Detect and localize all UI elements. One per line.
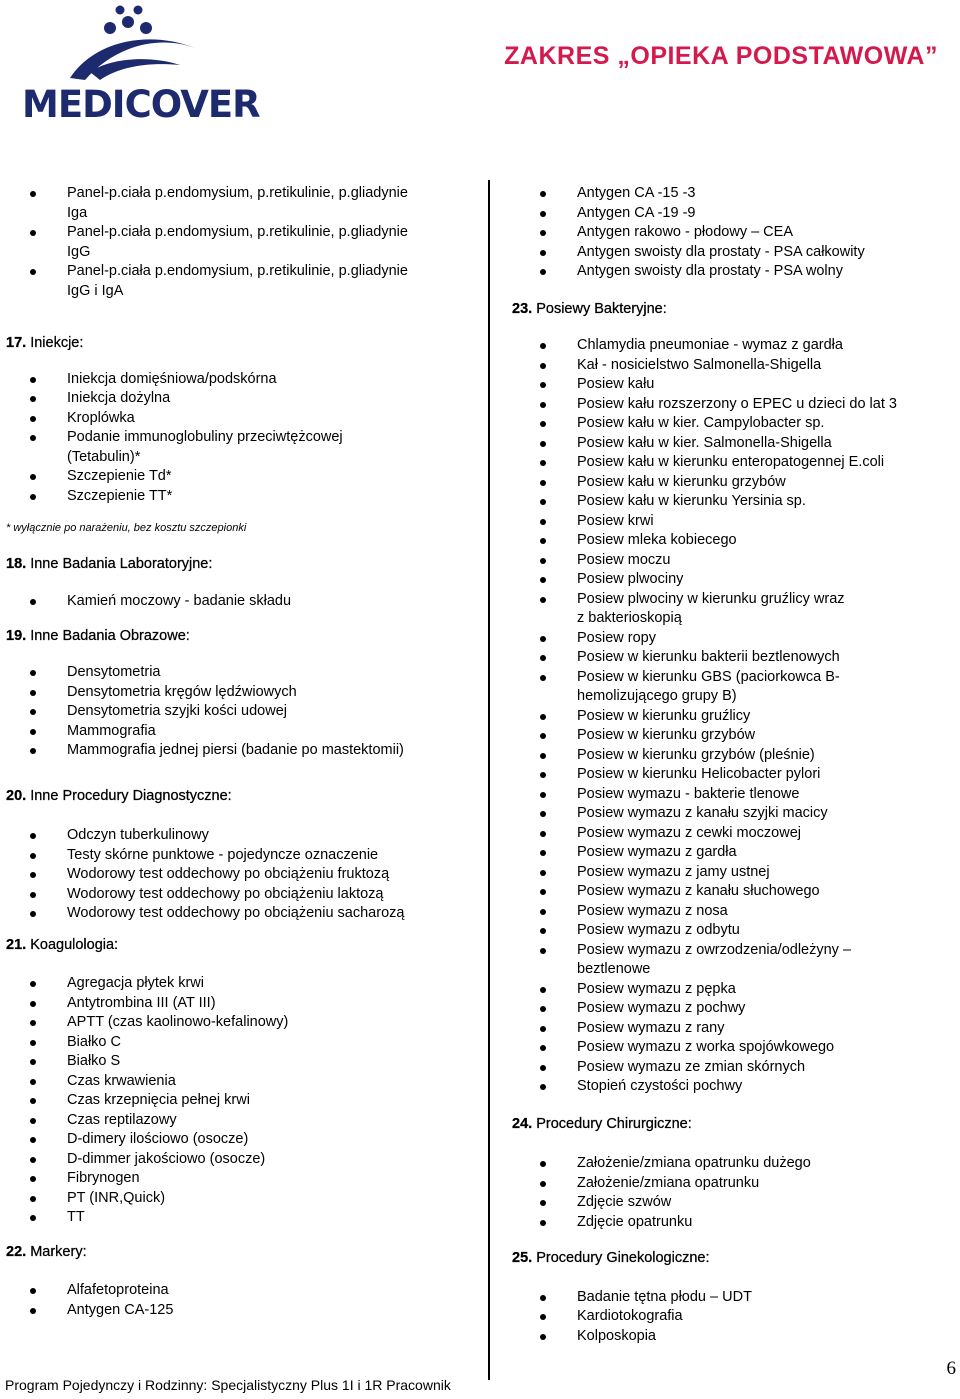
list-item: Kał - nosicielstwo Salmonella-Shigella	[510, 356, 950, 376]
bullet-icon	[540, 753, 546, 759]
right-column	[510, 184, 950, 1346]
list-item: Posiew kału w kierunku enteropatogennej E.coli	[510, 453, 950, 473]
list-item: Alfafetoproteina	[0, 1281, 470, 1301]
list-item: Mammografia jednej piersi (badanie po mastektomii)	[0, 741, 470, 761]
bullet-icon	[540, 191, 546, 197]
list-item: Fibrynogen	[0, 1169, 470, 1189]
section-17-title: 17. Iniekcje:	[6, 335, 84, 351]
list-item: Antygen CA -15 -3	[510, 184, 950, 204]
list-item: Posiew kału w kierunku Yersinia sp.	[510, 492, 950, 512]
bullet-icon	[30, 1059, 36, 1065]
list-item-continuation: beztlenowe	[577, 961, 651, 977]
list-item: Stopień czystości pochwy	[510, 1077, 950, 1097]
bullet-icon	[540, 343, 546, 349]
bullet-icon	[540, 714, 546, 720]
list-item: Posiew wymazu z kanału słuchowego	[510, 882, 950, 902]
list-item: Odczyn tuberkulinowy	[0, 826, 470, 846]
bullet-icon	[30, 1098, 36, 1104]
list-item-continuation: z bakterioskopią	[577, 610, 682, 626]
list-item: Panel-p.ciała p.endomysium, p.retikulinie, p.gliadynie	[0, 184, 470, 204]
list-item: Mammografia	[0, 722, 470, 742]
bullet-icon	[540, 1045, 546, 1051]
list-item: Białko C	[0, 1033, 470, 1053]
footer-text: Program Pojedynczy i Rodzinny: Specjalistyczny Plus 1I i 1R Pracownik	[5, 1377, 451, 1393]
bullet-icon	[30, 1020, 36, 1026]
list-item-continuation: hemolizującego grupy B)	[577, 688, 737, 704]
bullet-icon	[540, 831, 546, 837]
list-item: Posiew wymazu z nosa	[510, 902, 950, 922]
bullet-icon	[540, 211, 546, 217]
list-item: Kroplówka	[0, 409, 470, 429]
bullet-icon	[540, 1200, 546, 1206]
bullet-icon	[540, 382, 546, 388]
section-20-title: 20. Inne Procedury Diagnostyczne:	[6, 787, 232, 804]
list-item-continuation: (Tetabulin)*	[67, 448, 141, 465]
bullet-icon	[30, 709, 36, 715]
list-item: Densytometria szyjki kości udowej	[0, 702, 470, 722]
list-item: Szczepienie Td*	[0, 467, 470, 487]
list-item: Kardiotokografia	[510, 1307, 950, 1327]
list-item: Posiew w kierunku Helicobacter pylori	[510, 765, 950, 785]
bullet-icon	[30, 1176, 36, 1182]
bullet-icon	[540, 733, 546, 739]
bullet-icon	[540, 850, 546, 856]
bullet-icon	[30, 494, 36, 500]
bullet-icon	[30, 1288, 36, 1294]
page-number: 6	[946, 1358, 956, 1379]
list-item: Kamień moczowy - badanie składu	[0, 592, 470, 612]
bullet-icon	[30, 377, 36, 383]
list-item: Posiew wymazu z cewki moczowej	[510, 824, 950, 844]
right-top-list	[510, 184, 950, 282]
bullet-icon	[30, 729, 36, 735]
bullet-icon	[30, 1215, 36, 1221]
list-item: APTT (czas kaolinowo-kefalinowy)	[0, 1013, 470, 1033]
section-25-list	[510, 1288, 950, 1347]
list-item: Założenie/zmiana opatrunku	[510, 1174, 950, 1194]
bullet-icon	[540, 1295, 546, 1301]
bullet-icon	[30, 191, 36, 197]
list-item: Antygen CA -19 -9	[510, 204, 950, 224]
list-item: Iniekcja dożylna	[0, 389, 470, 409]
list-item: Posiew krwi	[510, 512, 950, 532]
bullet-icon	[30, 872, 36, 878]
logo-text: MEDICOVER	[22, 83, 260, 126]
bullet-icon	[540, 363, 546, 369]
list-item: Panel-p.ciała p.endomysium, p.retikulinie, p.gliadynie	[0, 262, 470, 282]
list-item: Posiew wymazu z rany	[510, 1019, 950, 1039]
bullet-icon	[540, 1026, 546, 1032]
list-item: Posiew wymazu z worka spojówkowego	[510, 1038, 950, 1058]
bullet-icon	[30, 1157, 36, 1163]
bullet-icon	[540, 421, 546, 427]
bullet-icon	[540, 269, 546, 275]
bullet-icon	[30, 416, 36, 422]
list-item: Iniekcja domięśniowa/podskórna	[0, 370, 470, 390]
section-22-title: 22. Markery:	[6, 1243, 87, 1260]
bullet-icon	[540, 1220, 546, 1226]
list-item: Posiew wymazu z odbytu	[510, 921, 950, 941]
bullet-icon	[540, 1065, 546, 1071]
list-item: Wodorowy test oddechowy po obciążeniu laktozą	[0, 885, 470, 905]
list-item-continuation: IgG	[67, 243, 91, 260]
list-item: Czas krzepnięcia pełnej krwi	[0, 1091, 470, 1111]
bullet-icon	[540, 987, 546, 993]
bullet-icon	[540, 1334, 546, 1340]
list-item: Antytrombina III (AT III)	[0, 994, 470, 1014]
bullet-icon	[540, 772, 546, 778]
bullet-icon	[30, 1079, 36, 1085]
footnote: * wyłącznie po narażeniu, bez kosztu szczepionki	[6, 522, 247, 534]
list-item: Czas reptilazowy	[0, 1111, 470, 1131]
bullet-icon	[30, 981, 36, 987]
list-item: D-dimmer jakościowo (osocze)	[0, 1150, 470, 1170]
section-17-list	[0, 370, 470, 507]
section-19-title: 19. Inne Badania Obrazowe:	[6, 627, 190, 644]
section-21-list	[0, 974, 470, 1228]
bullet-icon	[540, 460, 546, 466]
list-item: Densytometria	[0, 663, 470, 683]
list-item: D-dimery ilościowo (osocze)	[0, 1130, 470, 1150]
left-top-list	[0, 184, 470, 301]
bullet-icon	[30, 1137, 36, 1143]
list-item: Agregacja płytek krwi	[0, 974, 470, 994]
list-item: Posiew wymazu - bakterie tlenowe	[510, 785, 950, 805]
list-item: Posiew moczu	[510, 551, 950, 571]
list-item: Posiew ropy	[510, 629, 950, 649]
section-23-title: 23. Posiewy Bakteryjne:	[512, 300, 667, 317]
list-item: Szczepienie TT*	[0, 487, 470, 507]
bullet-icon	[540, 499, 546, 505]
list-item: Badanie tętna płodu – UDT	[510, 1288, 950, 1308]
column-divider	[488, 180, 490, 1380]
bullet-icon	[30, 1196, 36, 1202]
bullet-icon	[540, 928, 546, 934]
bullet-icon	[540, 1314, 546, 1320]
list-item: Posiew kału	[510, 375, 950, 395]
bullet-icon	[30, 1118, 36, 1124]
list-item-continuation: IgG i IgA	[67, 282, 124, 299]
list-item: Posiew w kierunku bakterii beztlenowych	[510, 648, 950, 668]
bullet-icon	[30, 1040, 36, 1046]
bullet-icon	[540, 538, 546, 544]
medicover-logo	[10, 0, 260, 126]
section-18-list	[0, 592, 470, 612]
list-item: Białko S	[0, 1052, 470, 1072]
list-item: Kolposkopia	[510, 1327, 950, 1347]
bullet-icon	[540, 250, 546, 256]
bullet-icon	[30, 892, 36, 898]
list-item: Posiew kału w kier. Salmonella-Shigella	[510, 434, 950, 454]
bullet-icon	[540, 441, 546, 447]
bullet-icon	[30, 748, 36, 754]
bullet-icon	[540, 1181, 546, 1187]
list-item: TT	[0, 1208, 470, 1228]
list-item: Posiew mleka kobiecego	[510, 531, 950, 551]
list-item: Posiew w kierunku grzybów	[510, 726, 950, 746]
list-item: Panel-p.ciała p.endomysium, p.retikulinie, p.gliadynie	[0, 223, 470, 243]
list-item: Posiew w kierunku grzybów (pleśnie)	[510, 746, 950, 766]
list-item: Wodorowy test oddechowy po obciążeniu sacharozą	[0, 904, 470, 924]
bullet-icon	[540, 230, 546, 236]
list-item: Wodorowy test oddechowy po obciążeniu fruktozą	[0, 865, 470, 885]
bullet-icon	[540, 1006, 546, 1012]
list-item: Posiew w kierunku gruźlicy	[510, 707, 950, 727]
list-item: Posiew wymazu ze zmian skórnych	[510, 1058, 950, 1078]
section-24-list	[510, 1154, 950, 1232]
section-18-title: 18. Inne Badania Laboratoryjne:	[6, 555, 213, 572]
bullet-icon	[30, 1308, 36, 1314]
section-22-list	[0, 1281, 470, 1320]
bullet-icon	[30, 833, 36, 839]
bullet-icon	[540, 597, 546, 603]
list-item: Testy skórne punktowe - pojedyncze oznaczenie	[0, 846, 470, 866]
list-item: Założenie/zmiana opatrunku dużego	[510, 1154, 950, 1174]
bullet-icon	[30, 911, 36, 917]
list-item: Antygen swoisty dla prostaty - PSA całkowity	[510, 243, 950, 263]
list-item: Chlamydia pneumoniae - wymaz z gardła	[510, 336, 950, 356]
bullet-icon	[30, 1001, 36, 1007]
list-item: Posiew wymazu z owrzodzenia/odleżyny –	[510, 941, 950, 961]
section-24-title: 24. Procedury Chirurgiczne:	[512, 1115, 692, 1132]
bullet-icon	[30, 230, 36, 236]
list-item: Posiew plwociny w kierunku gruźlicy wraz	[510, 590, 950, 610]
list-item: Posiew plwociny	[510, 570, 950, 590]
section-23-list	[510, 336, 950, 1097]
bullet-icon	[540, 792, 546, 798]
list-item: Czas krwawienia	[0, 1072, 470, 1092]
list-item: Zdjęcie szwów	[510, 1193, 950, 1213]
section-19-list	[0, 663, 470, 761]
list-item: Podanie immunoglobuliny przeciwtężcowej	[0, 428, 470, 448]
list-item: Posiew kału w kierunku grzybów	[510, 473, 950, 493]
list-item: Antygen swoisty dla prostaty - PSA wolny	[510, 262, 950, 282]
list-item: Posiew kału w kier. Campylobacter sp.	[510, 414, 950, 434]
logo-emblem-icon	[10, 0, 250, 90]
list-item: Antygen CA-125	[0, 1301, 470, 1321]
bullet-icon	[540, 519, 546, 525]
section-20-list	[0, 826, 470, 924]
page-title: ZAKRES „OPIEKA PODSTAWOWA”	[504, 42, 938, 70]
list-item: Posiew wymazu z jamy ustnej	[510, 863, 950, 883]
bullet-icon	[540, 675, 546, 681]
bullet-icon	[540, 655, 546, 661]
list-item: PT (INR,Quick)	[0, 1189, 470, 1209]
bullet-icon	[540, 1161, 546, 1167]
bullet-icon	[30, 599, 36, 605]
bullet-icon	[30, 269, 36, 275]
bullet-icon	[540, 558, 546, 564]
bullet-icon	[30, 474, 36, 480]
list-item: Posiew wymazu z gardła	[510, 843, 950, 863]
list-item: Posiew wymazu z pępka	[510, 980, 950, 1000]
bullet-icon	[540, 811, 546, 817]
bullet-icon	[540, 870, 546, 876]
left-column	[0, 181, 470, 1320]
bullet-icon	[540, 889, 546, 895]
bullet-icon	[540, 1084, 546, 1090]
bullet-icon	[540, 948, 546, 954]
list-item: Zdjęcie opatrunku	[510, 1213, 950, 1233]
bullet-icon	[540, 577, 546, 583]
list-item: Posiew wymazu z pochwy	[510, 999, 950, 1019]
list-item: Posiew kału rozszerzony o EPEC u dzieci do lat 3	[510, 395, 950, 415]
bullet-icon	[540, 402, 546, 408]
bullet-icon	[30, 670, 36, 676]
bullet-icon	[30, 690, 36, 696]
list-item: Antygen rakowo - płodowy – CEA	[510, 223, 950, 243]
list-item-continuation: Iga	[67, 204, 88, 221]
section-21-title: 21. Koagulologia:	[6, 936, 119, 953]
bullet-icon	[540, 480, 546, 486]
bullet-icon	[540, 909, 546, 915]
list-item: Posiew w kierunku GBS (paciorkowca B-	[510, 668, 950, 688]
bullet-icon	[540, 636, 546, 642]
list-item: Densytometria kręgów lędźwiowych	[0, 683, 470, 703]
bullet-icon	[30, 396, 36, 402]
bullet-icon	[30, 853, 36, 859]
section-25-title: 25. Procedury Ginekologiczne:	[512, 1250, 710, 1266]
list-item: Posiew wymazu z kanału szyjki macicy	[510, 804, 950, 824]
bullet-icon	[30, 435, 36, 441]
